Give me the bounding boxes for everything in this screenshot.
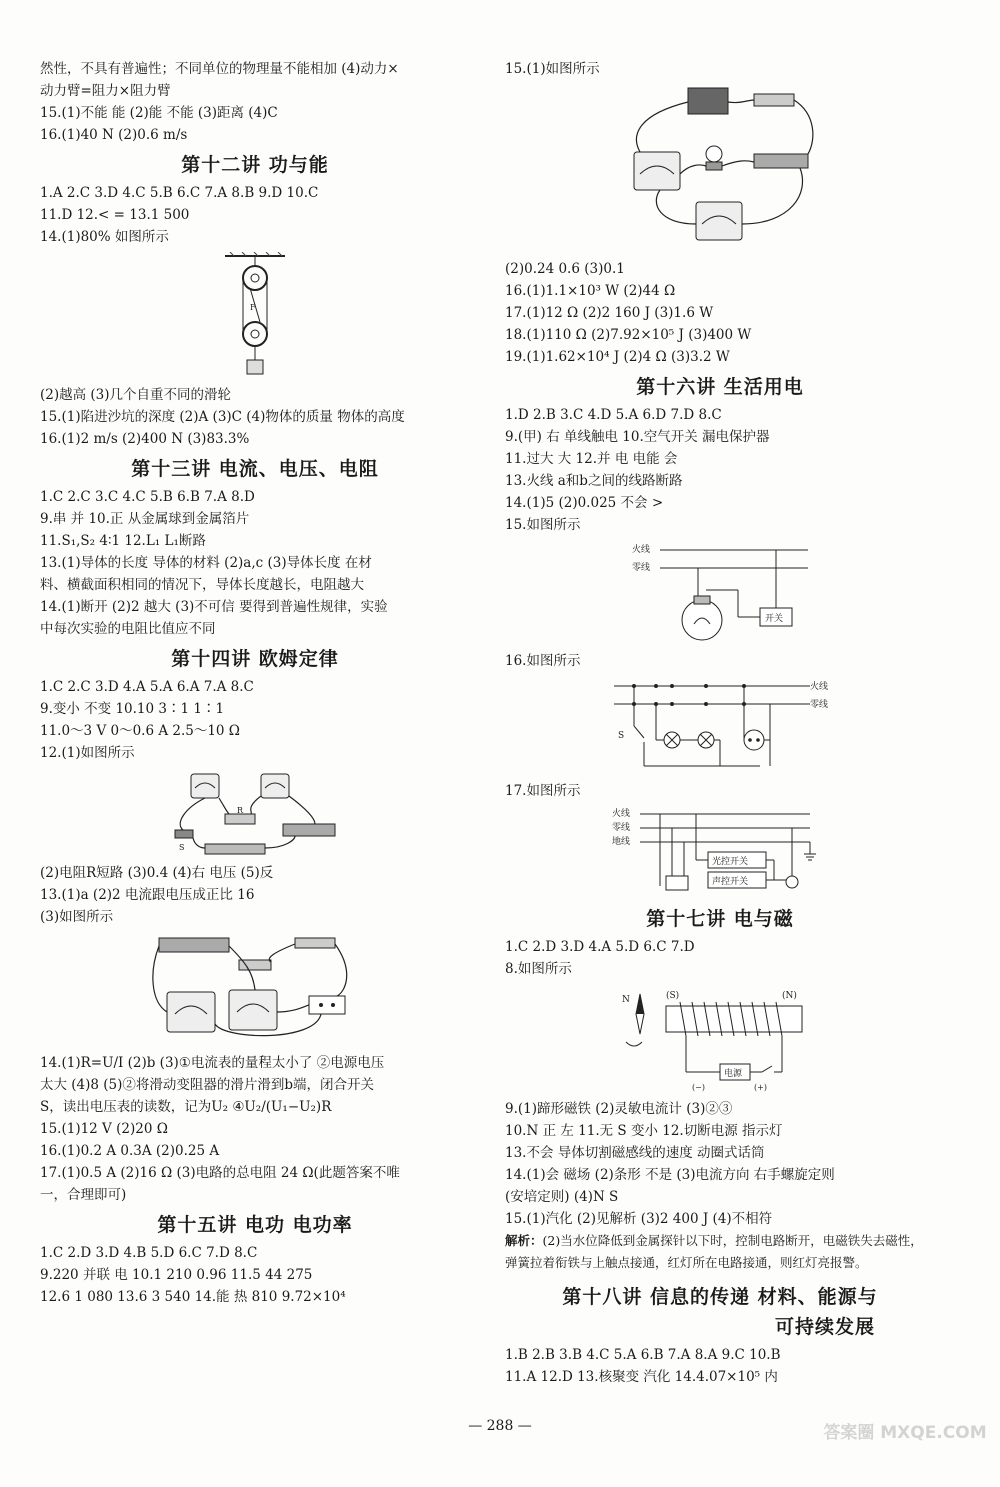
answer-line: 11.D 12.< = 13.1 500 <box>40 207 190 223</box>
answer-line: 动力臂=阻力×阻力臂 <box>40 83 171 99</box>
answer-line: 11.A 12.D 13.核聚变 汽化 14.4.07×10⁵ 内 <box>505 1369 778 1385</box>
answer-line: (3)如图所示 <box>40 909 114 925</box>
question17-label <box>505 780 935 802</box>
answer-line: 13.(1)导体的长度 导体的材料 (2)a,c (3)导体长度 在材 <box>40 555 372 571</box>
lecture14-answers-more <box>40 1052 470 1206</box>
lecture11-tail <box>40 58 470 146</box>
answer-line: 15.(1)陷进沙坑的深度 (2)A (3)C (4)物体的质量 物体的高度 <box>40 409 405 425</box>
answer-line: 太大 (4)8 (5)②将滑动变阻器的滑片滑到b端，闭合开关 <box>40 1077 375 1093</box>
fig16-s-label: S <box>618 731 625 741</box>
answer-line: 9.变小 不变 10.10 3∶1 1∶1 <box>40 701 225 717</box>
answer-line: 然性，不具有普遍性；不同单位的物理量不能相加 (4)动力× <box>40 61 399 77</box>
fig15-fire-label: 火线 <box>632 545 651 555</box>
answer-line: 17.(1)12 Ω (2)2 160 J (3)1.6 W <box>505 305 714 321</box>
power-label: 电源 <box>724 1069 743 1079</box>
heading-lecture-12: 第十二讲 功与能 <box>181 154 329 176</box>
electromagnet-figure <box>620 984 820 1094</box>
answer-line: 11.过大 大 12.并 电 电能 会 <box>505 451 678 467</box>
answer-line: (2)电阻R短路 (3)0.4 (4)右 电压 (5)反 <box>40 865 274 881</box>
fig15-switch-label: 开关 <box>765 614 784 624</box>
fig17-ground-label: 地线 <box>612 837 631 847</box>
answer-line: 12.6 1 080 13.6 3 540 14.能 热 810 9.72×10⁴ <box>40 1289 346 1305</box>
answer-line: 中每次实验的电阻比值应不同 <box>40 621 216 637</box>
answer-line: 15.(1)如图所示 <box>505 61 600 77</box>
fig17-neutral-label: 零线 <box>612 823 631 833</box>
heading-lecture-15: 第十五讲 电功 电功率 <box>157 1214 353 1236</box>
heading-lecture-17: 第十七讲 电与磁 <box>646 908 794 930</box>
lecture12-answers <box>40 182 470 248</box>
answer-line: 16.如图所示 <box>505 653 581 669</box>
answer-line: 16.(1)0.2 A 0.3A (2)0.25 A <box>40 1143 220 1159</box>
watermark: 答案圈 MXQE.COM <box>823 1423 987 1443</box>
lecture12-answers-cont <box>40 384 470 450</box>
analysis-label: 解析： <box>505 1233 543 1248</box>
page-number: — 288 — <box>468 1418 532 1434</box>
lecture17-answers <box>505 936 935 980</box>
answer-line: (2)越高 (3)几个自重不同的滑轮 <box>40 387 232 403</box>
wiring-figure-16 <box>610 676 830 776</box>
pulley-figure <box>220 252 290 380</box>
answer-line: 料、横截面积相同的情况下，导体长度越长，电阻越大 <box>40 577 364 593</box>
lecture14-answers-cont <box>40 862 470 928</box>
analysis-text: (2)当水位降低到金属探针以下时，控制电路断开，电磁铁失去磁性，弹簧拉着衔铁与上触点接通，红灯所在电路接通，则红灯亮报警。 <box>505 1233 923 1270</box>
answer-line: 14.(1)断开 (2)2 越大 (3)不可信 要得到普遍性规律，实验 <box>40 599 388 615</box>
answer-line: 16.(1)40 N (2)0.6 m/s <box>40 127 188 143</box>
answer-line: 17.(1)0.5 A (2)16 Ω (3)电路的总电阻 24 Ω(此题答案不唯 <box>40 1165 400 1181</box>
answer-line: 9.串 并 10.正 从金属球到金属箔片 <box>40 511 250 527</box>
circuit-figure-ohm-2 <box>145 932 365 1048</box>
answer-line: 13.(1)a (2)2 电流跟电压成正比 16 <box>40 887 255 903</box>
answer-line: 8.如图所示 <box>505 961 572 977</box>
answer-line: 19.(1)1.62×10⁴ J (2)4 Ω (3)3.2 W <box>505 349 730 365</box>
wiring-figure-17 <box>610 806 830 900</box>
answer-line: 14.(1)80% 如图所示 <box>40 229 169 245</box>
fig16-neutral-label: 零线 <box>810 700 829 710</box>
answer-line: 1.C 2.D 3.D 4.B 5.D 6.C 7.D 8.C <box>40 1245 258 1261</box>
fig16-fire-label: 火线 <box>810 682 829 692</box>
answer-line: 1.C 2.C 3.C 4.C 5.B 6.B 7.A 8.D <box>40 489 255 505</box>
lecture13-answers <box>40 486 470 640</box>
answer-line: (2)0.24 0.6 (3)0.1 <box>505 261 625 277</box>
fig15-neutral-label: 零线 <box>632 563 651 573</box>
answer-line: S，读出电压表的读数，记为U₂ ④U₂/(U₁−U₂)R <box>40 1099 332 1115</box>
svg-text:S: S <box>179 843 185 852</box>
right-column <box>505 58 935 1388</box>
answer-line: 14.(1)5 (2)0.025 不会 > <box>505 495 664 511</box>
answer-line: 12.(1)如图所示 <box>40 745 135 761</box>
answer-line: 1.D 2.B 3.C 4.D 5.A 6.D 7.D 8.C <box>505 407 722 423</box>
lecture14-answers <box>40 676 470 764</box>
answer-line: 13.火线 a和b之间的线路断路 <box>505 473 683 489</box>
answer-line: 14.(1)会 磁场 (2)条形 不是 (3)电流方向 右手螺旋定则 <box>505 1167 835 1183</box>
answer-line: 18.(1)110 Ω (2)7.92×10⁵ J (3)400 W <box>505 327 752 343</box>
answer-line: 15.如图所示 <box>505 517 581 533</box>
left-column <box>40 58 470 1308</box>
answer-line: 1.C 2.C 3.D 4.A 5.A 6.A 7.A 8.C <box>40 679 254 695</box>
pole-s-label: (S) <box>666 991 680 1001</box>
answer-line: 13.不会 导体切割磁感线的速度 动圈式话筒 <box>505 1145 765 1161</box>
lecture15-tail <box>505 58 935 80</box>
heading-lecture-18-line1: 第十八讲 信息的传递 材料、能源与 <box>562 1286 878 1308</box>
answer-line: 11.S₁,S₂ 4∶1 12.L₁ L₁断路 <box>40 533 206 549</box>
fig17-fire-label: 火线 <box>612 809 631 819</box>
heading-lecture-13: 第十三讲 电流、电压、电阻 <box>131 458 379 480</box>
answer-line: 9.(甲) 右 单线触电 10.空气开关 漏电保护器 <box>505 429 770 445</box>
answer-line: 15.(1)12 V (2)20 Ω <box>40 1121 168 1137</box>
lecture18-answers <box>505 1344 935 1388</box>
answer-line: 1.A 2.C 3.D 4.C 5.B 6.C 7.A 8.B 9.D 10.C <box>40 185 319 201</box>
light-switch-label: 光控开关 <box>712 857 749 867</box>
answer-line: 一，合理即可) <box>40 1187 127 1203</box>
answer-line: 15.(1)不能 能 (2)能 不能 (3)距离 (4)C <box>40 105 278 121</box>
answer-line: 16.(1)2 m/s (2)400 N (3)83.3% <box>40 431 250 447</box>
heading-lecture-18-line2: 可持续发展 <box>774 1316 875 1338</box>
answer-line: 1.C 2.D 3.D 4.A 5.D 6.C 7.D <box>505 939 695 955</box>
analysis-note <box>505 1230 935 1274</box>
svg-text:R: R <box>237 806 244 815</box>
heading-lecture-16: 第十六讲 生活用电 <box>636 376 804 398</box>
answer-line: 9.(1)蹄形磁铁 (2)灵敏电流计 (3)②③ <box>505 1101 733 1117</box>
sound-switch-label: 声控开关 <box>712 877 749 887</box>
circuit-figure-power <box>620 84 820 254</box>
answer-line: 10.N 正 左 11.无 S 变小 12.切断电源 指示灯 <box>505 1123 783 1139</box>
answer-line: (安培定则) (4)N S <box>505 1189 619 1205</box>
answer-line: 17.如图所示 <box>505 783 581 799</box>
circuit-figure-ohm-1 <box>165 768 345 858</box>
lecture17-answers-cont <box>505 1098 935 1230</box>
answer-line: 11.0～3 V 0～0.6 A 2.5～10 Ω <box>40 723 241 739</box>
lecture16-answers <box>505 404 935 536</box>
svg-text:F: F <box>250 303 256 312</box>
minus-label: (−) <box>692 1083 705 1092</box>
answer-line: 1.B 2.B 3.B 4.C 5.A 6.B 7.A 8.A 9.C 10.B <box>505 1347 781 1363</box>
plus-label: (+) <box>754 1083 767 1092</box>
lecture15-answers <box>40 1242 470 1308</box>
heading-lecture-14: 第十四讲 欧姆定律 <box>171 648 339 670</box>
answer-line: 16.(1)1.1×10³ W (2)44 Ω <box>505 283 676 299</box>
question16-label <box>505 650 935 672</box>
answer-line: 9.220 并联 电 10.1 210 0.96 11.5 44 275 <box>40 1267 313 1283</box>
pole-n-label: (N) <box>782 991 797 1001</box>
lecture15-answers-cont <box>505 258 935 368</box>
compass-n-label: N <box>622 995 630 1005</box>
answer-line: 15.(1)汽化 (2)见解析 (3)2 400 J (4)不相符 <box>505 1211 773 1227</box>
wiring-figure-15 <box>630 540 810 646</box>
answer-line: 14.(1)R=U/I (2)b (3)①电流表的量程太小了 ②电源电压 <box>40 1055 385 1071</box>
